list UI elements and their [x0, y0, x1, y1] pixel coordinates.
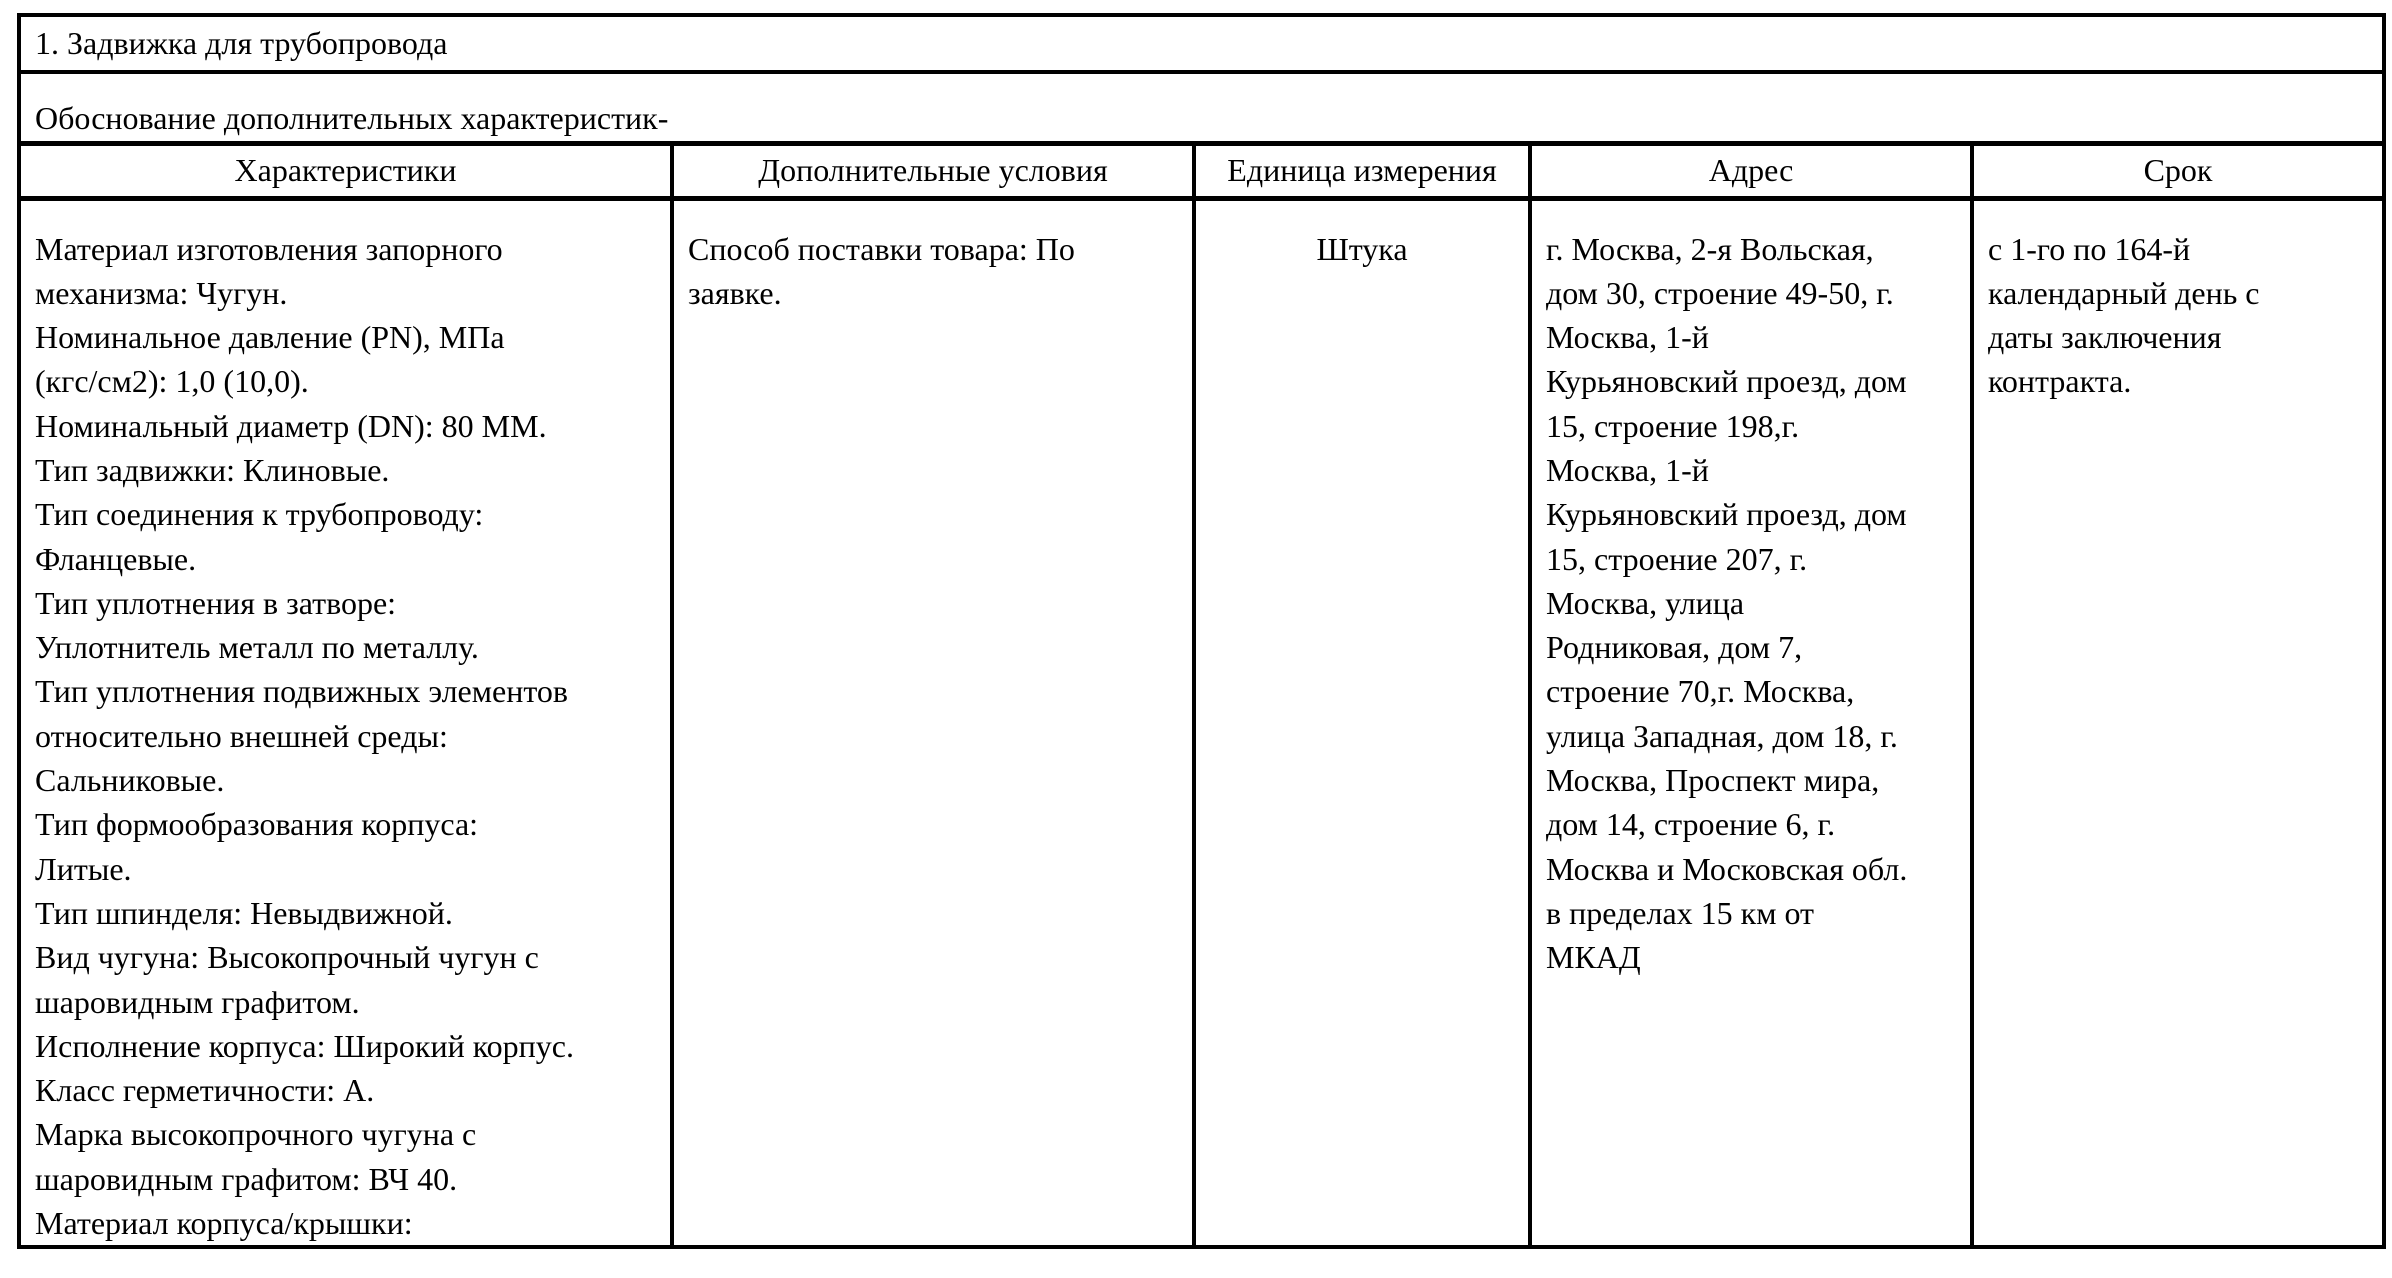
unit-cell — [1194, 198, 1530, 1247]
address-line: Москва, 1-й — [1546, 451, 1709, 488]
characteristics-line: Сальниковые. — [35, 762, 225, 799]
address-line: Москва, Проспект мира, — [1546, 762, 1880, 799]
characteristics-line: Материал изготовления запорного — [35, 230, 503, 267]
address-line: дом 14, строение 6, г. — [1546, 806, 1836, 843]
document-subtitle: Обоснование дополнительных характеристик- — [19, 72, 2384, 143]
address-line: Москва, 1-й — [1546, 319, 1709, 356]
title-row — [19, 15, 2384, 72]
additional-conditions-cell — [672, 198, 1194, 1247]
column-header-term: Срок — [1972, 143, 2384, 198]
characteristics-line: Тип соединения к трубопроводу: — [35, 496, 484, 533]
term-line: контракта. — [1988, 363, 2132, 400]
characteristics-line: Тип задвижки: Клиновые. — [35, 451, 390, 488]
address-line: г. Москва, 2-я Вольская, — [1546, 230, 1874, 267]
characteristics-cell — [19, 198, 672, 1247]
address-line: Курьяновский проезд, дом — [1546, 496, 1907, 533]
characteristics-line: Тип формообразования корпуса: — [35, 806, 479, 843]
characteristics-line: механизма: Чугун. — [35, 274, 288, 311]
characteristics-line: Номинальное давление (PN), МПа — [35, 319, 505, 356]
characteristics-line: Исполнение корпуса: Широкий корпус. — [35, 1027, 574, 1064]
address-cell — [1530, 198, 1972, 1247]
characteristics-line: (кгс/см2): 1,0 (10,0). — [35, 363, 309, 400]
characteristics-line: Уплотнитель металл по металлу. — [35, 629, 479, 666]
unit-value: Штука — [1316, 230, 1408, 267]
characteristics-line: Тип уплотнения подвижных элементов — [35, 673, 568, 710]
additional-conditions-line: Способ поставки товара: По — [688, 230, 1075, 267]
address-line: Москва, улица — [1546, 584, 1745, 621]
subtitle-row — [19, 72, 2384, 143]
characteristics-line: шаровидным графитом: ВЧ 40. — [35, 1160, 458, 1197]
address-line: 15, строение 207, г. — [1546, 540, 1808, 577]
header-row — [19, 143, 2384, 198]
address-line: Москва и Московская обл. — [1546, 850, 1908, 887]
characteristics-line: Тип шпинделя: Невыдвижной. — [35, 894, 453, 931]
column-header-address: Адрес — [1530, 143, 1972, 198]
additional-conditions-line: заявке. — [688, 274, 782, 311]
column-header-characteristics: Характеристики — [19, 143, 672, 198]
address-line: в пределах 15 км от — [1546, 894, 1815, 931]
address-line: дом 30, строение 49-50, г. — [1546, 274, 1894, 311]
table-row — [19, 198, 2384, 1247]
column-header-unit: Единица измерения — [1194, 143, 1530, 198]
address-line: МКАД — [1546, 939, 1641, 976]
characteristics-line: Фланцевые. — [35, 540, 197, 577]
address-line: Родниковая, дом 7, — [1546, 629, 1803, 666]
characteristics-line: Литые. — [35, 850, 132, 887]
term-line: даты заключения — [1988, 319, 2222, 356]
term-cell — [1972, 198, 2384, 1247]
characteristics-line: Материал корпуса/крышки: — [35, 1205, 413, 1242]
term-line: календарный день с — [1988, 274, 2260, 311]
characteristics-line: Номинальный диаметр (DN): 80 ММ. — [35, 407, 547, 444]
address-line: 15, строение 198,г. — [1546, 407, 1800, 444]
characteristics-line: Тип уплотнения в затворе: — [35, 584, 397, 621]
address-line: улица Западная, дом 18, г. — [1546, 717, 1898, 754]
column-header-additional-conditions: Дополнительные условия — [672, 143, 1194, 198]
characteristics-line: Вид чугуна: Высокопрочный чугун с — [35, 939, 539, 976]
address-line: строение 70,г. Москва, — [1546, 673, 1855, 710]
characteristics-line: Марка высокопрочного чугуна с — [35, 1116, 477, 1153]
document-title: 1. Задвижка для трубопровода — [19, 15, 2384, 72]
specification-table — [17, 13, 2386, 1249]
characteristics-line: шаровидным графитом. — [35, 983, 360, 1020]
address-line: Курьяновский проезд, дом — [1546, 363, 1907, 400]
characteristics-line: относительно внешней среды: — [35, 717, 448, 754]
term-line: с 1-го по 164-й — [1988, 230, 2191, 267]
characteristics-line: Класс герметичности: А. — [35, 1072, 375, 1109]
